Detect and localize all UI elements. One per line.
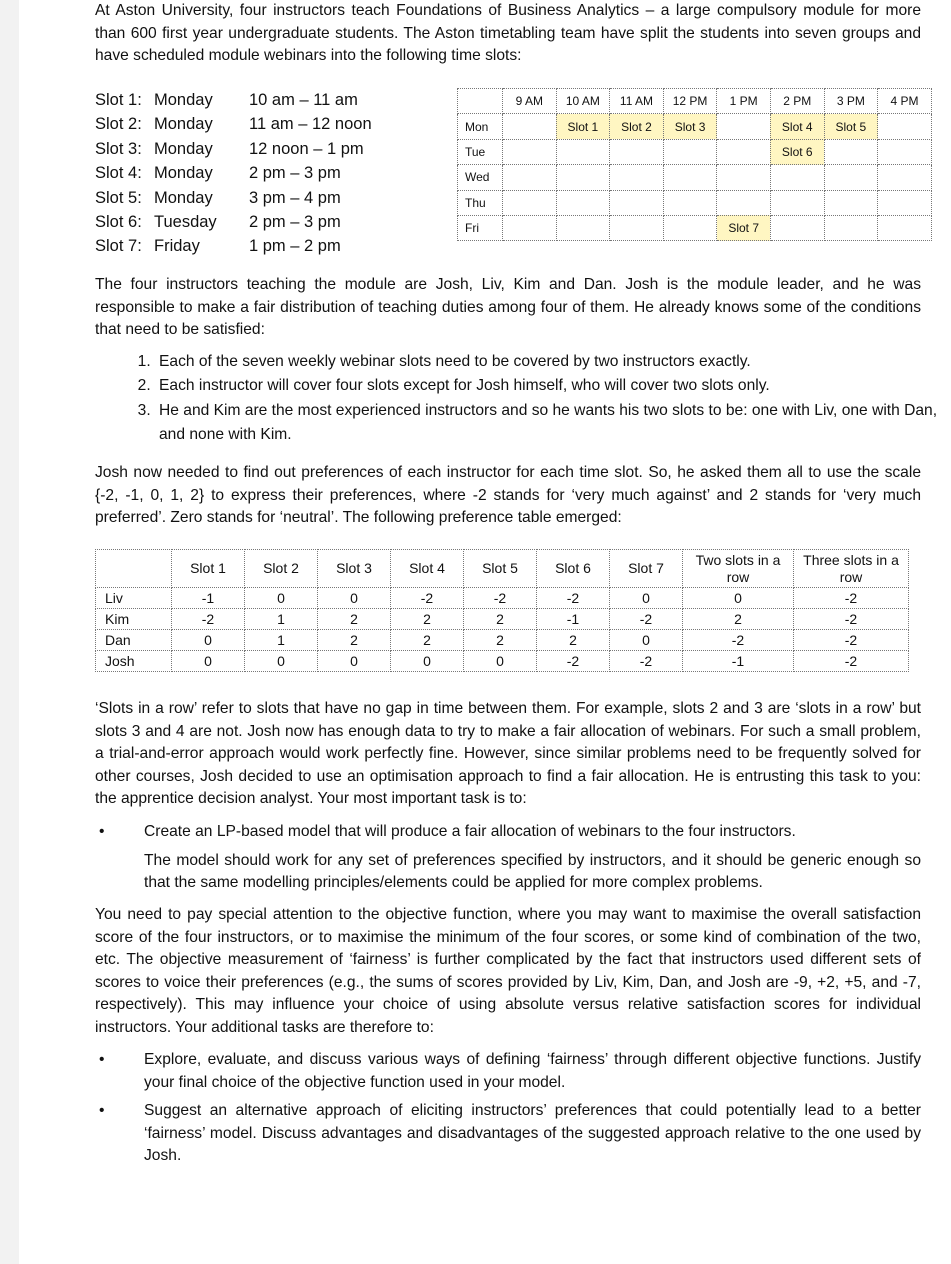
timetable-row (458, 165, 932, 190)
timetable-cell: Slot 5 (824, 114, 878, 139)
timetable-cell (878, 190, 932, 215)
score-cell: 0 (391, 651, 464, 672)
task-item (95, 821, 921, 895)
hour-label: 12 PM (663, 89, 717, 114)
timetable-row (458, 190, 932, 215)
slots-in-a-row-paragraph: ‘Slots in a row’ refer to slots that have no gap in time between them. For example, slots 2 and 3 are ‘slots in a row’ but slots 3 and 4 are not. Josh now has enough data to try to make a fair allocation of webinars. For such a small problem, a trial-and-error approach would work perfectly fine. However, since similar problems need to be frequently solved for other courses, Josh decided to use an optimisation approach to find a fair allocation. He is entrusting this task to you: the apprentice decision analyst. Your most important task is to: (95, 700, 921, 807)
conditions-list (125, 350, 951, 448)
score-cell: 0 (245, 651, 318, 672)
hour-label: 10 AM (556, 89, 610, 114)
day-label: Fri (458, 215, 503, 240)
score-cell: -2 (464, 588, 537, 609)
score-cell: 0 (464, 651, 537, 672)
score-cell: -2 (537, 588, 610, 609)
score-cell: 2 (318, 609, 391, 630)
score-cell: -2 (537, 651, 610, 672)
column-header: Slot 6 (537, 550, 610, 588)
instructor-name: Liv (96, 588, 172, 609)
slot-list-item: Slot 5: Monday 3 pm – 4 pm (95, 188, 341, 207)
task-text: Explore, evaluate, and discuss various ways of defining ‘fairness’ through different objective functions. Justify your final choice of the objective function used in your model. (144, 1051, 921, 1091)
timetable-cell (663, 215, 717, 240)
slot-list-item: Slot 4: Monday 2 pm – 3 pm (95, 164, 341, 183)
timetable-cell (610, 139, 664, 164)
condition-item: 1. Each of the seven weekly webinar slots need to be covered by two instructors exactly. (155, 350, 951, 374)
score-cell: -2 (683, 630, 794, 651)
score-cell: 0 (610, 630, 683, 651)
intro-paragraph: At Aston University, four instructors teach Foundations of Business Analytics – a large compulsory module for more than 600 first year undergraduate students. The Aston timetabling team have split the students into seven groups and have scheduled module webinars into the following time slots: (95, 2, 921, 64)
slot-list-item: Slot 2: Monday 11 am – 12 noon (95, 115, 372, 134)
table-row (96, 630, 909, 651)
slot-list (95, 88, 399, 259)
timetable-cell (503, 114, 557, 139)
timetable-row (458, 215, 932, 240)
timetable-cell (610, 215, 664, 240)
hour-label: 3 PM (824, 89, 878, 114)
score-cell: -2 (794, 651, 909, 672)
hour-label: 4 PM (878, 89, 932, 114)
day-label: Tue (458, 139, 503, 164)
score-cell: -2 (172, 609, 245, 630)
task-item (95, 1049, 921, 1094)
timetable-cell (824, 139, 878, 164)
score-cell: 2 (391, 630, 464, 651)
timetable-cell (503, 165, 557, 190)
timetable-row (458, 114, 932, 139)
timetable-cell (663, 139, 717, 164)
timetable-cell (878, 215, 932, 240)
column-header: Slot 2 (245, 550, 318, 588)
timetable-cell (610, 165, 664, 190)
column-header: Two slots in a row (683, 550, 794, 588)
timetable-cell (824, 215, 878, 240)
timetable-cell (610, 190, 664, 215)
timetable-cell (503, 139, 557, 164)
task-item (95, 1100, 921, 1168)
score-cell: -1 (537, 609, 610, 630)
timetable-cell: Slot 4 (770, 114, 824, 139)
timetable-cell (878, 114, 932, 139)
timetable-cell: Slot 7 (717, 215, 771, 240)
table-row (96, 609, 909, 630)
slot-list-item: Slot 6: Tuesday 2 pm – 3 pm (95, 213, 341, 232)
slot-list-item: Slot 1: Monday 10 am – 11 am (95, 91, 358, 109)
score-cell: 1 (245, 609, 318, 630)
fairness-paragraph: You need to pay special attention to the objective function, where you may want to maximise the overall satisfaction score of the four instructors, or to maximise the minimum of the four scores, or some kind of combination of the two, etc. The objective measurement of ‘fairness’ is further complicated by the fact that instructors used different sets of scores to voice their preferences (e.g., the sums of scores provided by Liv, Kim, Dan, and Josh are -9, +2, +5, and -7, respectively). This may influence your choice of using absolute versus relative satisfaction scores for individual instructors. Your additional tasks are therefore to: (95, 906, 921, 1036)
condition-item: 3. He and Kim are the most experienced instructors and so he wants his two slots to be: one with Liv, one with Dan, and none with Kim. (155, 399, 951, 448)
timetable-header-row (458, 89, 932, 114)
timetable-cell: Slot 2 (610, 114, 664, 139)
main-task-list (95, 821, 921, 895)
instructor-name: Dan (96, 630, 172, 651)
table-row (96, 651, 909, 672)
instructor-name: Josh (96, 651, 172, 672)
score-cell: 2 (318, 630, 391, 651)
timetable-cell (878, 139, 932, 164)
day-label: Wed (458, 165, 503, 190)
timetable-cell (770, 215, 824, 240)
timetable-cell (717, 190, 771, 215)
score-cell: -1 (172, 588, 245, 609)
timetable-cell (878, 165, 932, 190)
timetable-cell (770, 165, 824, 190)
task-main-text: Create an LP-based model that will produce a fair allocation of webinars to the four instructors. (144, 823, 796, 840)
score-cell: -2 (610, 651, 683, 672)
condition-item: 2. Each instructor will cover four slots except for Josh himself, who will cover two slots only. (155, 374, 951, 398)
timetable-cell (556, 215, 610, 240)
score-cell: 1 (245, 630, 318, 651)
timetable-cell (717, 114, 771, 139)
timetable-cell (556, 190, 610, 215)
score-cell: 0 (683, 588, 794, 609)
timetable-cell: Slot 6 (770, 139, 824, 164)
timetable-cell (717, 165, 771, 190)
score-cell: 0 (610, 588, 683, 609)
score-cell: 0 (318, 651, 391, 672)
column-header: Slot 4 (391, 550, 464, 588)
timetable-cell (663, 165, 717, 190)
slot-list-item: Slot 3: Monday 12 noon – 1 pm (95, 139, 364, 158)
score-cell: 0 (318, 588, 391, 609)
day-label: Mon (458, 114, 503, 139)
score-cell: 2 (391, 609, 464, 630)
timetable-grid (457, 88, 932, 241)
timetable-cell: Slot 3 (663, 114, 717, 139)
score-cell: 2 (683, 609, 794, 630)
timetable-cell (824, 190, 878, 215)
hour-label: 1 PM (717, 89, 771, 114)
bullet-icon: • (99, 823, 105, 840)
table-row (96, 588, 909, 609)
column-header: Slot 1 (172, 550, 245, 588)
timetable-row (458, 139, 932, 164)
timetable-cell (663, 190, 717, 215)
bullet-icon: • (99, 1051, 105, 1068)
bullet-icon: • (99, 1102, 105, 1119)
score-cell: -2 (794, 609, 909, 630)
hour-label: 9 AM (503, 89, 557, 114)
preferences-paragraph: Josh now needed to find out preferences of each instructor for each time slot. So, he asked them all to use the scale {-2, -1, 0, 1, 2} to express their preferences, where -2 stands for ‘very much against’ and 2 stands for ‘very much preferred’. Zero stands for ‘neutral’. The following preference table emerged: (95, 464, 921, 526)
timetable-cell (770, 190, 824, 215)
score-cell: -2 (610, 609, 683, 630)
day-label: Thu (458, 190, 503, 215)
timetable-cell (556, 165, 610, 190)
score-cell: -2 (794, 588, 909, 609)
preference-header-row (96, 550, 909, 588)
additional-task-list (95, 1049, 921, 1168)
instructor-name: Kim (96, 609, 172, 630)
score-cell: -2 (391, 588, 464, 609)
slot-list-item: Slot 7: Friday 1 pm – 2 pm (95, 237, 341, 256)
score-cell: 2 (537, 630, 610, 651)
column-header: Slot 3 (318, 550, 391, 588)
score-cell: 0 (172, 651, 245, 672)
hour-label: 11 AM (610, 89, 664, 114)
timetable-cell (503, 215, 557, 240)
hour-label: 2 PM (770, 89, 824, 114)
column-header: Three slots in a row (794, 550, 909, 588)
timetable-cell: Slot 1 (556, 114, 610, 139)
column-header: Slot 5 (464, 550, 537, 588)
timetable-cell (824, 165, 878, 190)
task-text: Suggest an alternative approach of eliciting instructors’ preferences that could potentially lead to a better ‘fairness’ model. Discuss advantages and disadvantages of the suggested approach relative to the one used by Josh. (144, 1102, 921, 1164)
score-cell: -1 (683, 651, 794, 672)
score-cell: 0 (245, 588, 318, 609)
instructors-paragraph: The four instructors teaching the module are Josh, Liv, Kim and Dan. Josh is the module leader, and he was responsible to make a fair distribution of teaching duties among four of them. He already knows some of the conditions that need to be satisfied: (95, 276, 921, 338)
score-cell: 2 (464, 630, 537, 651)
timetable-cell (503, 190, 557, 215)
preference-table (95, 549, 909, 672)
score-cell: 0 (172, 630, 245, 651)
score-cell: 2 (464, 609, 537, 630)
timetable-cell (556, 139, 610, 164)
column-header: Slot 7 (610, 550, 683, 588)
score-cell: -2 (794, 630, 909, 651)
timetable-cell (717, 139, 771, 164)
task-sub-text: The model should work for any set of preferences specified by instructors, and it should be generic enough so that the same modelling principles/elements could be applied for more complex problems. (144, 851, 921, 891)
column-header (96, 550, 172, 588)
